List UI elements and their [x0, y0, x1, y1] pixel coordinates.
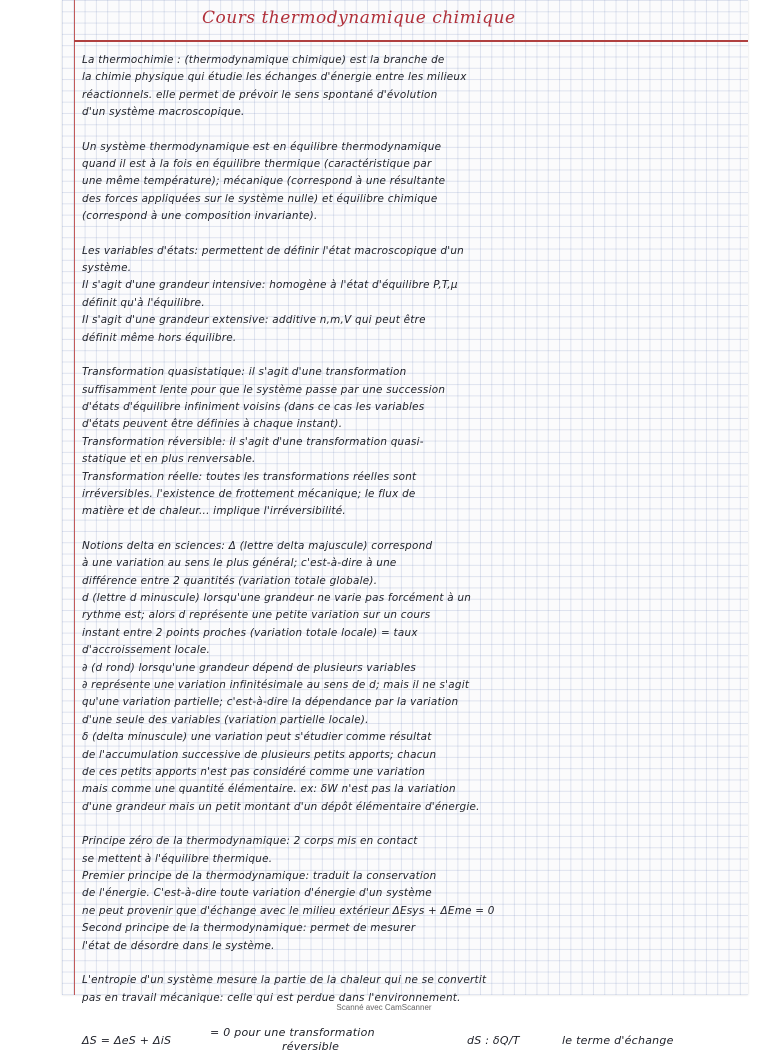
note-line: d (lettre d minuscule) lorsqu'une grandeur ne varie pas forcément à un [82, 591, 472, 604]
note-line: d'une seule des variables (variation partielle locale). [82, 713, 369, 726]
note-line: d'états d'équilibre infiniment voisins (dans ce cas les variables [82, 400, 425, 413]
note-line: instant entre 2 points proches (variation totale locale) = taux [82, 626, 418, 639]
zero-condition-note: = 0 pour une transformation [210, 1025, 375, 1039]
title-underline [74, 40, 748, 42]
note-line: de ces petits apports n'est pas considéré comme une variation [82, 766, 426, 779]
note-paragraph [82, 243, 740, 347]
note-line: la chimie physique qui étudie les échanges d'énergie entre les milieux [82, 71, 467, 84]
note-line: Premier principe de la thermodynamique: traduit la conservation [82, 870, 437, 883]
scanner-watermark: Scanné avec CamScanner [336, 1003, 432, 1012]
note-line: système. [82, 262, 132, 275]
note-line: Les variables d'états: permettent de définir l'état macroscopique d'un [82, 244, 465, 257]
note-line: de l'accumulation successive de plusieurs petits apports; chacun [82, 748, 437, 761]
note-line: d'accroissement locale. [82, 644, 211, 657]
handwritten-notes [82, 52, 740, 1060]
note-line: suffisamment lente pour que le système passe par une succession [82, 383, 446, 396]
note-line: mais comme une quantité élémentaire. ex: δW n'est pas la variation [82, 783, 456, 796]
note-line: d'états peuvent être définies à chaque instant). [82, 418, 343, 431]
note-line: ∂ représente une variation infinitésimale au sens de d; mais il ne s'agit [82, 679, 470, 691]
note-line: de l'énergie. C'est-à-dire toute variation d'énergie d'un système [82, 887, 432, 900]
note-line: définit même hors équilibre. [82, 331, 237, 344]
note-line: réactionnels. elle permet de prévoir le sens spontané d'évolution [82, 88, 438, 101]
note-line: irréversibles. l'existence de frottement mécanique; le flux de [82, 487, 416, 500]
note-line: qu'une variation partielle; c'est-à-dire la dépendance par la variation [82, 696, 459, 709]
note-line: Transformation réelle: toutes les transformations réelles sont [82, 470, 417, 483]
note-line: une même température); mécanique (correspond à une résultante [82, 175, 446, 188]
note-line: (correspond à une composition invariante). [82, 210, 318, 223]
note-line: des forces appliquées sur le système nulle) et équilibre chimique [82, 192, 438, 205]
note-line: Transformation quasistatique: il s'agit d'une transformation [82, 366, 407, 379]
note-line: Un système thermodynamique est en équilibre thermodynamique [82, 140, 442, 153]
note-paragraph [82, 972, 740, 1007]
note-line: d'un système macroscopique. [82, 106, 245, 119]
note-line: différence entre 2 quantités (variation totale globale). [82, 574, 378, 587]
note-line: Second principe de la thermodynamique: permet de mesurer [82, 922, 416, 935]
reversible-note: réversible [282, 1039, 340, 1053]
margin-line [74, 0, 75, 995]
note-line: matière et de chaleur... implique l'irréversibilité. [82, 505, 346, 518]
note-line: δ (delta minuscule) une variation peut s'étudier comme résultat [82, 731, 432, 744]
note-line: statique et en plus renversable. [82, 453, 256, 466]
entropy-formula-row [82, 1024, 740, 1060]
note-line: se mettent à l'équilibre thermique. [82, 852, 273, 865]
note-line: à une variation au sens le plus général; c'est-à-dire à une [82, 557, 397, 570]
note-line: Principe zéro de la thermodynamique: 2 corps mis en contact [82, 835, 418, 848]
note-line: rythme est; alors d représente une petite variation sur un cours [82, 609, 431, 622]
note-line: quand il est à la fois en équilibre thermique (caractéristique par [82, 158, 432, 171]
entropy-sum-formula: ΔS = ΔeS + ΔiS [82, 1033, 172, 1047]
note-paragraph [82, 364, 740, 521]
note-paragraph [82, 52, 740, 122]
note-line: ∂ (d rond) lorsqu'une grandeur dépend de plusieurs variables [82, 661, 417, 674]
note-line: Notions delta en sciences: Δ (lettre delta majuscule) correspond [82, 539, 433, 552]
note-line: l'état de désordre dans le système. [82, 939, 275, 952]
note-line: L'entropie d'un système mesure la partie de la chaleur qui ne se convertit [82, 974, 487, 987]
note-line: Il s'agit d'une grandeur intensive: homogène à l'état d'équilibre P,T,μ [82, 279, 458, 292]
note-line: La thermochimie : (thermodynamique chimique) est la branche de [82, 54, 445, 66]
note-paragraph [82, 538, 740, 817]
note-line: d'une grandeur mais un petit montant d'un dépôt élémentaire d'énergie. [82, 800, 480, 813]
exchange-term-label: le terme d'échange [562, 1033, 674, 1047]
note-line: ne peut provenir que d'échange avec le milieu extérieur ΔEsys + ΔEme = 0 [82, 904, 495, 917]
note-line: Transformation réversible: il s'agit d'une transformation quasi- [82, 435, 424, 448]
page-title: Cours thermodynamique chimique [202, 8, 516, 28]
note-line: définit qu'à l'équilibre. [82, 296, 205, 309]
note-paragraph [82, 139, 740, 226]
ds-expression: dS : δQ/T [467, 1033, 520, 1047]
note-line: Il s'agit d'une grandeur extensive: additive n,m,V qui peut être [82, 314, 426, 327]
note-paragraph [82, 833, 740, 955]
note-line: pas en travail mécanique: celle qui est perdue dans l'environnement. [82, 991, 461, 1004]
